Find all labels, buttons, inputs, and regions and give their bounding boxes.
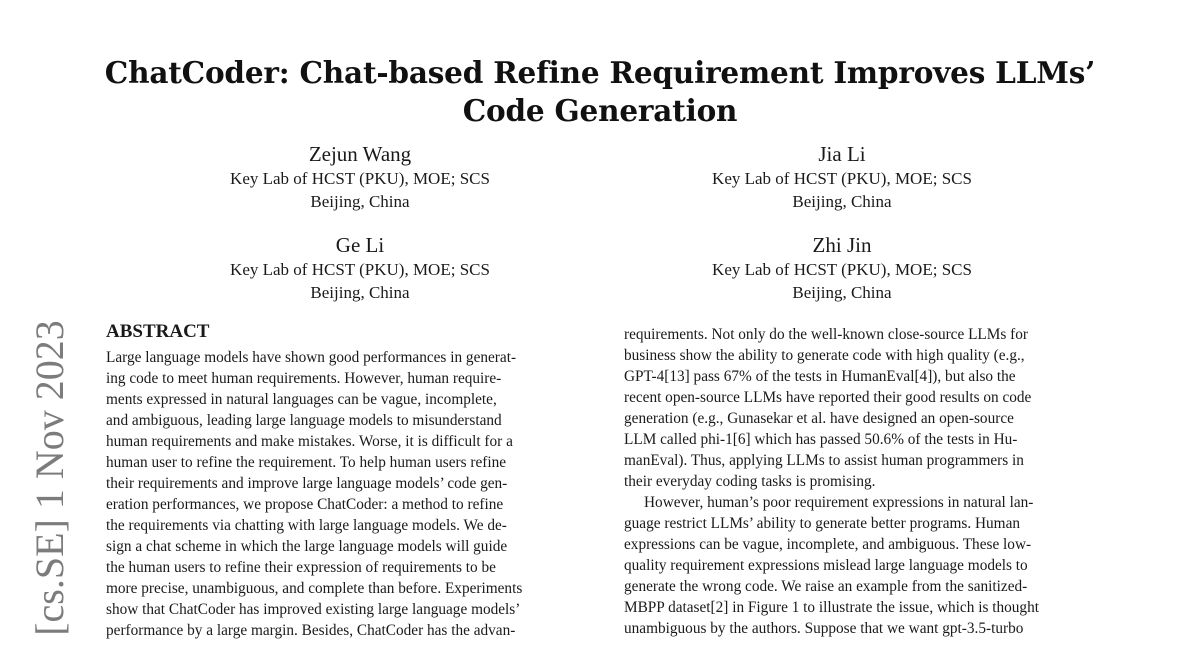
title-line: ChatCoder: Chat-based Refine Requirement Improves LLMs’	[104, 55, 1096, 90]
body-line: GPT-4[13] pass 67% of the tests in HumanEval[4]), but also the	[624, 368, 1016, 385]
arxiv-side-stamp: [cs.SE] 1 Nov 2023	[27, 320, 72, 636]
author-affiliation: Key Lab of HCST (PKU), MOE; SCS	[712, 260, 972, 279]
abstract-line: the human users to refine their expression of requirements to be	[106, 559, 496, 576]
body-right-column	[624, 324, 1097, 639]
author-name: Ge Li	[335, 233, 385, 257]
abstract-column	[106, 320, 579, 641]
author-block-jia-li	[662, 141, 1022, 213]
author-location: Beijing, China	[310, 283, 410, 302]
abstract-line: performance by a large margin. Besides, ChatCoder has the advan-	[106, 622, 516, 639]
body-line: business show the ability to generate code with high quality (e.g.,	[624, 347, 1025, 364]
body-line: quality requirement expressions mislead large language models to	[624, 557, 1028, 574]
body-line: their everyday coding tasks is promising.	[624, 473, 876, 490]
abstract-line: eration performances, we propose ChatCoder: a method to refine	[106, 496, 504, 513]
author-affiliation: Key Lab of HCST (PKU), MOE; SCS	[712, 169, 972, 188]
body-line: expressions can be vague, incomplete, and ambiguous. These low-	[624, 536, 1032, 553]
author-block-zhi-jin	[662, 232, 1022, 304]
body-line: guage restrict LLMs’ ability to generate better programs. Human	[624, 515, 1021, 532]
abstract-line: sign a chat scheme in which the large language models will guide	[106, 538, 508, 555]
abstract-line: show that ChatCoder has improved existing large language models’	[106, 601, 521, 618]
abstract-line: human requirements and make mistakes. Worse, it is difficult for a	[106, 433, 513, 450]
body-line: unambiguous by the authors. Suppose that we want gpt-3.5-turbo	[624, 620, 1024, 637]
abstract-line: ing code to meet human requirements. However, human require-	[106, 370, 502, 387]
author-block-zejun-wang	[180, 141, 540, 213]
author-location: Beijing, China	[792, 283, 892, 302]
body-line: manEval). Thus, applying LLMs to assist human programmers in	[624, 452, 1024, 469]
author-location: Beijing, China	[310, 192, 410, 211]
title-line: Code Generation	[462, 93, 738, 128]
body-line: LLM called phi-1[6] which has passed 50.6% of the tests in Hu-	[624, 431, 1018, 448]
author-affiliation: Key Lab of HCST (PKU), MOE; SCS	[230, 260, 490, 279]
author-affiliation: Key Lab of HCST (PKU), MOE; SCS	[230, 169, 490, 188]
body-line: MBPP dataset[2] in Figure 1 to illustrate the issue, which is thought	[624, 599, 1039, 616]
author-block-ge-li	[180, 232, 540, 304]
abstract-line: ments expressed in natural languages can be vague, incomplete,	[106, 391, 497, 408]
abstract-line: the requirements via chatting with large language models. We de-	[106, 517, 507, 534]
abstract-line: more precise, unambiguous, and complete than before. Experiments	[106, 580, 523, 597]
abstract-line: Large language models have shown good performances in generat-	[106, 349, 517, 366]
body-line: generate the wrong code. We raise an example from the sanitized-	[624, 578, 1028, 595]
abstract-line: and ambiguous, leading large language models to misunderstand	[106, 412, 502, 429]
paper-title	[100, 54, 1100, 130]
paragraph-however	[624, 492, 1097, 639]
author-name: Jia Li	[818, 142, 866, 166]
abstract-line: human user to refine the requirement. To help human users refine	[106, 454, 507, 471]
author-location: Beijing, China	[792, 192, 892, 211]
paragraph-intro-continued	[624, 324, 1097, 492]
abstract-heading: ABSTRACT	[106, 321, 210, 342]
author-name: Zhi Jin	[812, 233, 872, 257]
body-line: requirements. Not only do the well-known close-source LLMs for	[624, 326, 1028, 343]
body-line: generation (e.g., Gunasekar et al. have designed an open-source	[624, 410, 1014, 427]
abstract-line: their requirements and improve large language models’ code gen-	[106, 475, 508, 492]
body-line: recent open-source LLMs have reported their good results on code	[624, 389, 1032, 406]
body-line: However, human’s poor requirement expressions in natural lan-	[644, 494, 1034, 511]
author-name: Zejun Wang	[308, 142, 412, 166]
